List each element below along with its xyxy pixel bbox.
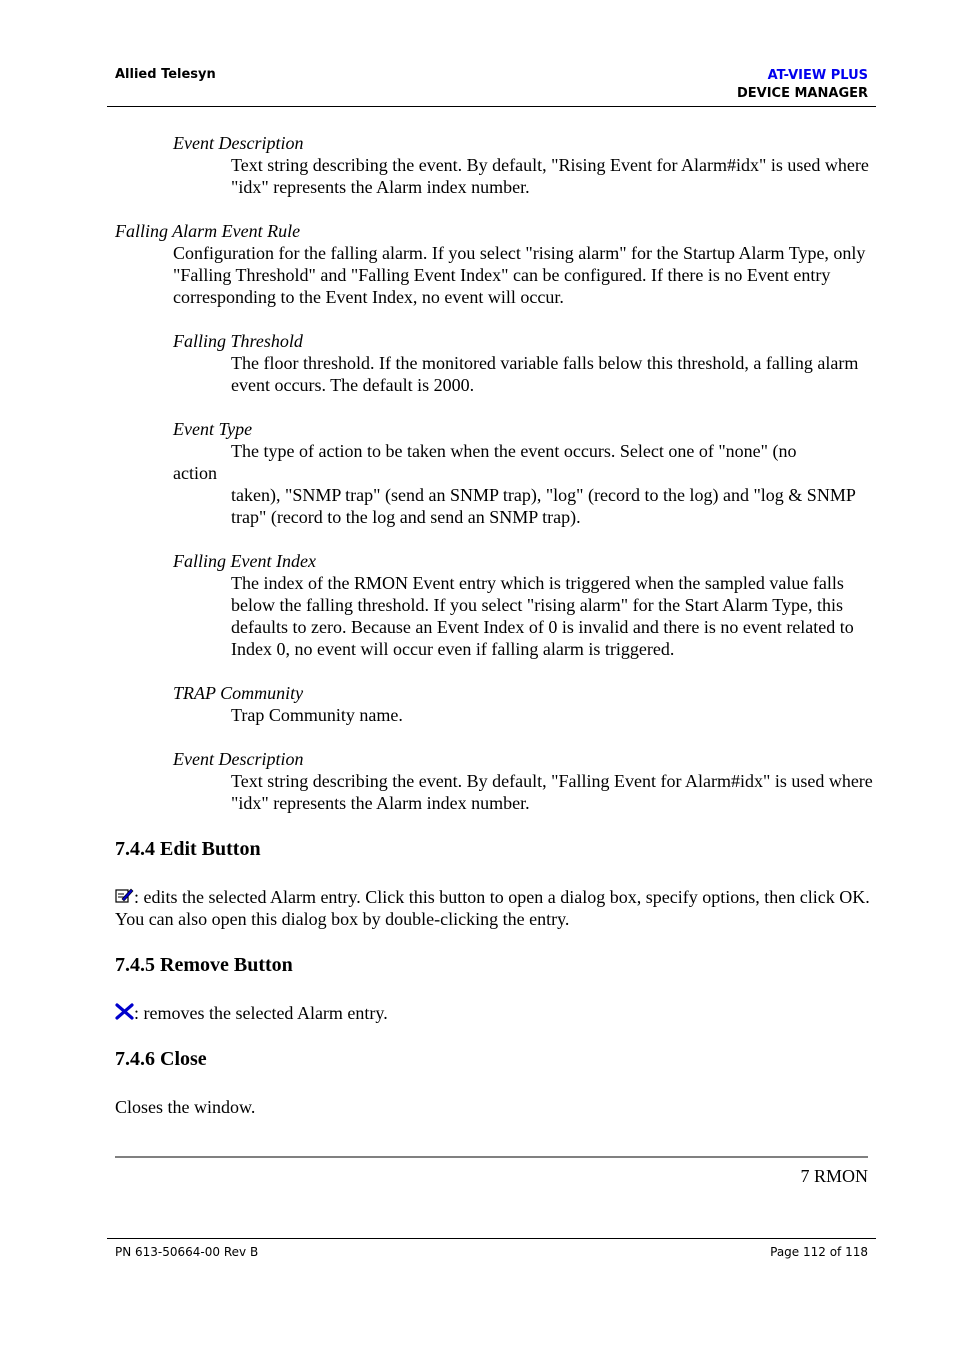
def-event-type	[115, 418, 875, 528]
section-edit-text	[115, 886, 875, 930]
header-product: AT-VIEW PLUS	[767, 68, 868, 83]
section-close-text: Closes the window.	[115, 1097, 256, 1117]
footer-chapter: 7 RMON	[800, 1166, 868, 1186]
def-falling-threshold	[115, 330, 875, 396]
definition: Text string describing the event. By default, "Falling Event for Alarm#idx" is used where "idx" represents the Alarm index number.	[231, 771, 873, 813]
term: Event Description	[173, 749, 304, 769]
footer-divider-bottom	[107, 1238, 876, 1239]
definition: The index of the RMON Event entry which is triggered when the sampled value falls below the falling threshold. If you select "rising alarm" for the Start Alarm Type, this defaults to zero. Because an Event Index of 0 is invalid and there is no event related to Index 0, no event will occur even if falling alarm is triggered.	[231, 573, 854, 659]
term: Falling Threshold	[173, 331, 303, 351]
footer-page-number: Page 112 of 118	[770, 1245, 868, 1259]
def-event-description-falling	[115, 748, 875, 814]
header-title	[737, 67, 868, 103]
definition: Text string describing the event. By default, "Rising Event for Alarm#idx" is used where "idx" represents the Alarm index number.	[231, 155, 869, 197]
def-falling-event-index	[115, 550, 875, 660]
section-remove-text	[115, 1002, 875, 1024]
footer-part-number: PN 613-50664-00 Rev B	[115, 1245, 259, 1259]
page-body	[115, 132, 875, 1140]
definition: Configuration for the falling alarm. If you select "rising alarm" for the Startup Alarm Type, only "Falling Threshold" and "Falling Event Index" can be configured. If there is no Event entry corresponding to the Event Index, no event will occur.	[173, 243, 866, 307]
definition-part-c: taken), "SNMP trap" (send an SNMP trap), "log" (record to the log) and "log & SNMP trap" (record to the log and send an SNMP trap).	[231, 485, 856, 527]
term: TRAP Community	[173, 683, 304, 703]
def-trap-community	[115, 682, 875, 726]
header-divider	[107, 106, 876, 107]
def-event-description-rising	[115, 132, 875, 198]
section-heading-remove-button: 7.4.5 Remove Button	[115, 954, 293, 976]
header-module: DEVICE MANAGER	[736, 86, 868, 101]
def-falling-alarm-event-rule	[115, 220, 875, 308]
term: Event Description	[173, 133, 304, 153]
edit-description: : edits the selected Alarm entry. Click this button to open a dialog box, specify options, then click OK. You can also open this dialog box by double-clicking the entry.	[115, 887, 870, 929]
definition-part-b: action	[173, 463, 217, 483]
definition: Trap Community name.	[231, 705, 403, 725]
section-heading-close: 7.4.6 Close	[115, 1048, 207, 1070]
header-company: Allied Telesyn	[115, 67, 216, 82]
remove-icon	[115, 1003, 134, 1020]
section-heading-edit-button: 7.4.4 Edit Button	[115, 838, 261, 860]
term: Falling Event Index	[173, 551, 316, 571]
definition-part-a: The type of action to be taken when the event occurs. Select one of "none" (no	[231, 441, 797, 461]
definition: The floor threshold. If the monitored variable falls below this threshold, a falling alarm event occurs. The default is 2000.	[231, 353, 859, 395]
remove-description: : removes the selected Alarm entry.	[134, 1003, 388, 1023]
term: Event Type	[173, 419, 253, 439]
footer-divider-top	[115, 1156, 868, 1158]
edit-icon	[115, 887, 134, 904]
term: Falling Alarm Event Rule	[115, 221, 301, 241]
